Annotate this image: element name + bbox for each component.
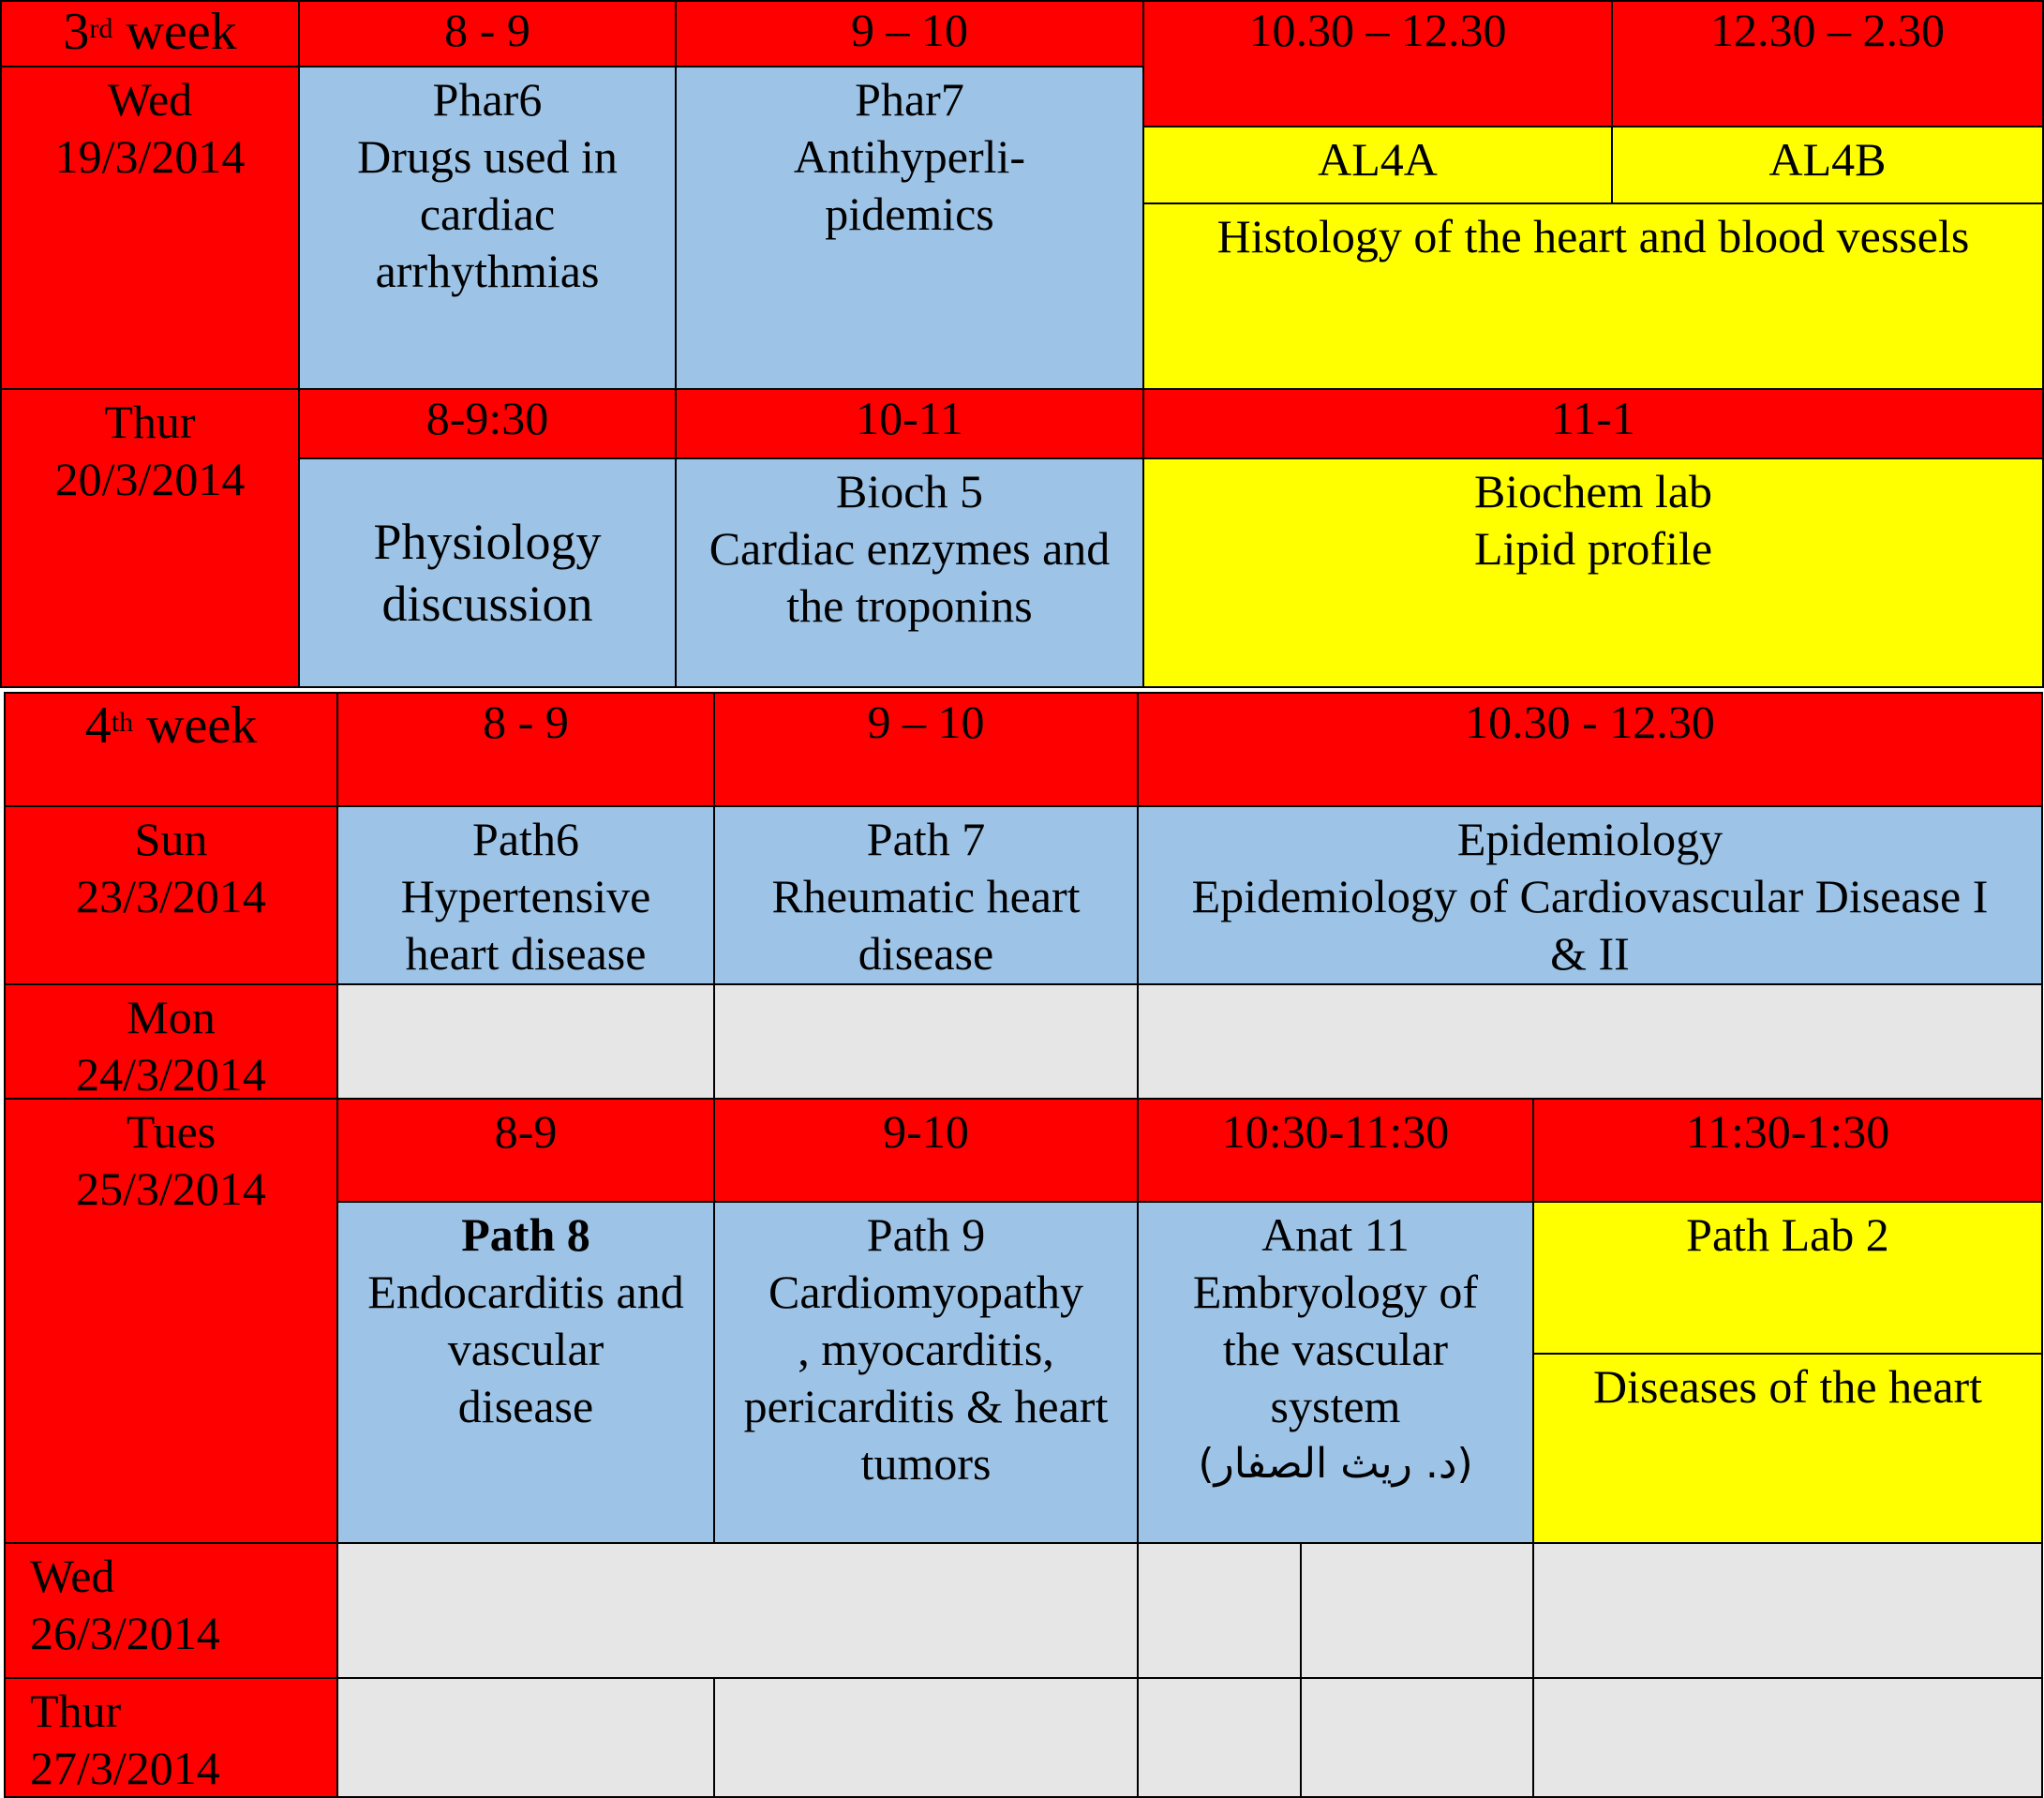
week4-mon-day-cell: Mon 24/3/2014 <box>4 983 338 1100</box>
week4-tues-path9-cell: Path 9 Cardiomyopathy , myocarditis, pericarditis & heart tumors <box>713 1201 1139 1544</box>
week4-tues-time-4: 11:30-1:30 <box>1532 1098 2043 1203</box>
week3-header-time-1: 8 - 9 <box>298 0 677 67</box>
week3-thur-time-3: 11-1 <box>1142 388 2044 459</box>
week3-number: 3 <box>63 3 90 61</box>
week4-thur-empty-1 <box>336 1677 715 1798</box>
week4-tues-anat11-cell <box>1137 1201 1534 1544</box>
week4-title-cell <box>4 692 338 807</box>
week4-thur-day-cell: Thur 27/3/2014 <box>4 1677 338 1798</box>
week4-tues-diseases-cell: Diseases of the heart <box>1532 1353 2043 1544</box>
week3-header-time-3: 10.30 – 12.30 <box>1142 0 1613 127</box>
week4-number: 4 <box>84 697 112 755</box>
path8-title: Path 8 <box>461 1208 590 1261</box>
week4-tues-pathlab-cell: Path Lab 2 <box>1532 1201 2043 1355</box>
week3-header-time-4: 12.30 – 2.30 <box>1611 0 2044 127</box>
week4-ordinal: th <box>111 707 134 738</box>
week4-wed-empty-4 <box>1532 1542 2043 1679</box>
week3-thur-physiology-cell: Physiology discussion <box>298 457 677 688</box>
week3-wed-phar6-cell: Phar6 Drugs used in cardiac arrhythmias <box>298 66 677 390</box>
week4-thur-empty-4 <box>1300 1677 1534 1798</box>
week4-sun-path7-cell: Path 7 Rheumatic heart disease <box>713 805 1139 985</box>
week3-wed-histology-cell: Histology of the heart and blood vessels <box>1142 202 2044 390</box>
week4-thur-empty-5 <box>1532 1677 2043 1798</box>
week4-tues-path8-cell <box>336 1201 715 1544</box>
week3-wed-al4b-cell: AL4B <box>1611 126 2044 204</box>
week4-word: week <box>133 697 258 755</box>
week4-header-time-1: 8 - 9 <box>336 692 715 807</box>
week3-word: week <box>112 3 237 61</box>
week3-wed-phar7-cell: Phar7 Antihyperli- pidemics <box>675 66 1144 390</box>
week4-sun-path6-cell: Path6 Hypertensive heart disease <box>336 805 715 985</box>
week4-thur-empty-3 <box>1137 1677 1302 1798</box>
week3-title-cell <box>0 0 300 67</box>
week4-thur-empty-2 <box>713 1677 1139 1798</box>
week4-sun-epidemiology-cell: Epidemiology Epidemiology of Cardiovascular Disease I & II <box>1137 805 2043 985</box>
week3-thur-time-2: 10-11 <box>675 388 1144 459</box>
week4-wed-day-cell: Wed 26/3/2014 <box>4 1542 338 1679</box>
week4-tues-day-cell: Tues 25/3/2014 <box>4 1098 338 1544</box>
week4-tues-time-2: 9-10 <box>713 1098 1139 1203</box>
week3-thur-bioch-cell: Bioch 5 Cardiac enzymes and the troponins <box>675 457 1144 688</box>
week4-tues-time-3: 10:30-11:30 <box>1137 1098 1534 1203</box>
week4-mon-empty-2 <box>713 983 1139 1100</box>
week4-header-time-3: 10.30 - 12.30 <box>1137 692 2043 807</box>
week3-thur-time-1: 8-9:30 <box>298 388 677 459</box>
week4-wed-empty-1 <box>336 1542 1139 1679</box>
week3-wed-day-cell: Wed 19/3/2014 <box>0 66 300 390</box>
week3-header-time-2: 9 – 10 <box>675 0 1144 67</box>
path8-body: Endocarditis and vascular disease <box>367 1266 684 1432</box>
anat11-text: Anat 11 Embryology of the vascular system <box>1192 1208 1479 1432</box>
week4-sun-day-cell: Sun 23/3/2014 <box>4 805 338 985</box>
week3-thur-day-cell: Thur 20/3/2014 <box>0 388 300 688</box>
week3-wed-al4a-cell: AL4A <box>1142 126 1613 204</box>
week4-tues-time-1: 8-9 <box>336 1098 715 1203</box>
week4-mon-empty-3 <box>1137 983 2043 1100</box>
anat11-instructor: (د. ريث الصفار) <box>1198 1440 1473 1488</box>
week4-wed-empty-2 <box>1137 1542 1302 1679</box>
week3-thur-biochem-lab-cell: Biochem lab Lipid profile <box>1142 457 2044 688</box>
week4-header-time-2: 9 – 10 <box>713 692 1139 807</box>
week4-wed-empty-3 <box>1300 1542 1534 1679</box>
week3-ordinal: rd <box>89 13 113 44</box>
week4-mon-empty-1 <box>336 983 715 1100</box>
